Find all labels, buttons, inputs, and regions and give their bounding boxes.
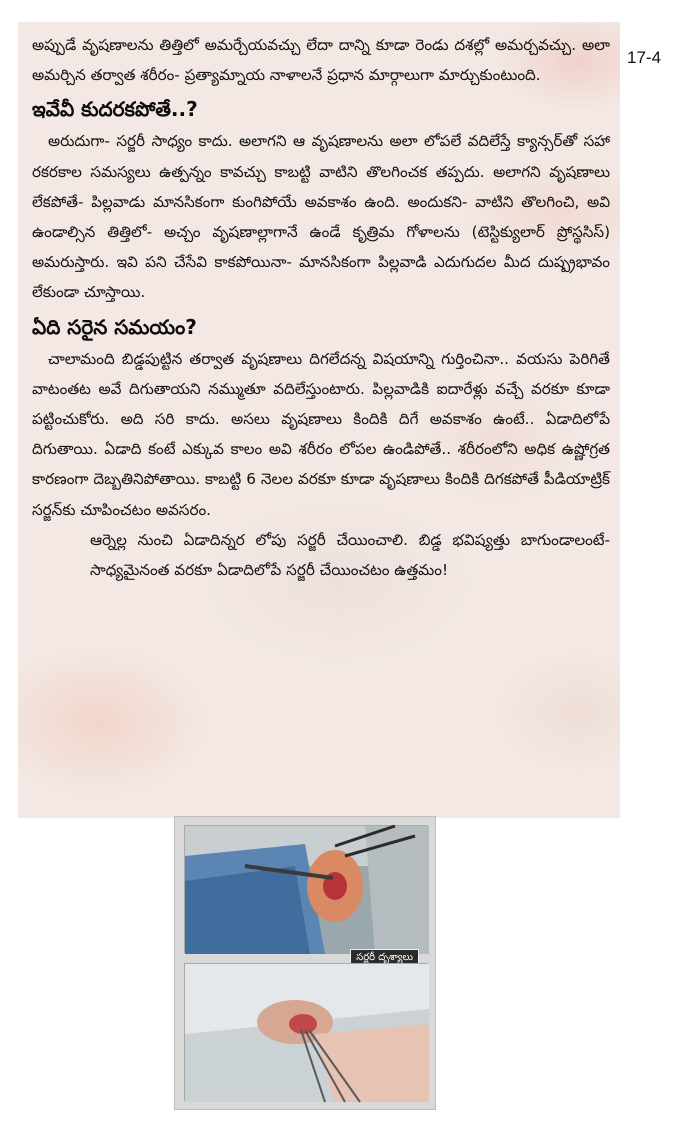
surgery-image-bottom bbox=[185, 964, 429, 1102]
section2-paragraph: చాలామంది బిడ్డపుట్టిన తర్వాత వృషణాలు దిగలేదన్న విషయాన్ని గుర్తించినా.. వయసు పెరిగితే వాటంతట అవే దిగుతాయని నమ్ముతూ వదిలేస్తుంటారు. పిల్లవాడికి ఐదారేళ్లు వచ్చే వరకూ కూడా పట్టించుకోరు. అది సరి కాదు. అసలు వృషణాలు కిందికి దిగే అవకాశం ఉంటే.. ఏడాదిలోపే దిగుతాయి. ఏడాది కంటే ఎక్కువ కాలం అవి శరీరం లోపల ఉండిపోతే.. శరీరంలోని అధిక ఉష్ణోగ్రత కారణంగా దెబ్బతినిపోతాయి. కాబట్టి 6 నెలల వరకూ కూడా వృషణాలు కిందికి దిగకపోతే పీడియాట్రిక్ సర్జన్‌కు చూపించటం అవసరం. bbox=[32, 349, 610, 519]
section1-paragraph: అరుదుగా- సర్జరీ సాధ్యం కాదు. అలాగని ఆ వృషణాలను అలా లోపలే వదిలేస్తే క్యాన్సర్‌తో సహా రకరకాల సమస్యలు ఉత్పన్నం కావచ్చు కాబట్టి వాటిని తొలగించక తప్పదు. అలాగని వృషణాలు లేకపోతే- పిల్లవాడు మానసికంగా కుంగిపోయే అవకాశం ఉంది. అందుకని- వాటిని తొలగించి, అవి ఉండాల్సిన తిత్తిలో- అచ్చం వృషణాల్లాగానే ఉండే కృత్రిమ గోళాలను (టెస్టిక్యులార్ ప్రోస్థసిస్) అమరుస్తారు. ఇవి పని చేసేవి కాకపోయినా- మానసికంగా పిల్లవాడి ఎదుగుదల మీద దుష్ప్రభావం లేకుండా చూస్తాయి. bbox=[32, 132, 610, 302]
article-clipping bbox=[18, 22, 620, 818]
surgery-photo-top bbox=[184, 825, 428, 963]
surgery-image-top bbox=[185, 826, 429, 954]
surgery-photo-bottom bbox=[184, 963, 428, 1101]
section-heading-if-not-possible: ఇవేవీ కుదరకపోతే..? bbox=[32, 97, 198, 122]
surgery-photo-panel bbox=[174, 816, 436, 1110]
photo-caption: సర్జరీ దృశ్యాలు bbox=[350, 949, 419, 967]
page-reference-number: 17-4 bbox=[627, 48, 662, 67]
section-heading-right-time: ఏది సరైన సమయం? bbox=[32, 314, 197, 339]
intro-paragraph: అప్పుడే వృషణాలను తిత్తిలో అమర్చేయవచ్చు లేదా దాన్ని కూడా రెండు దశల్లో అమర్చవచ్చు. అలా అమర్చిన తర్వాత శరీరం- ప్రత్యామ్నాయ నాళాలనే ప్రధాన మార్గాలుగా మార్చుకుంటుంది. bbox=[32, 36, 610, 85]
closing-paragraph: ఆర్నెల్ల నుంచి ఏడాదిన్నర లోపు సర్జరీ చేయించాలి. బిడ్డ భవిష్యత్తు బాగుండాలంటే- సాధ్యమైనంత వరకూ ఏడాదిలోపే సర్జరీ చేయించటం ఉత్తమం! bbox=[90, 530, 610, 580]
